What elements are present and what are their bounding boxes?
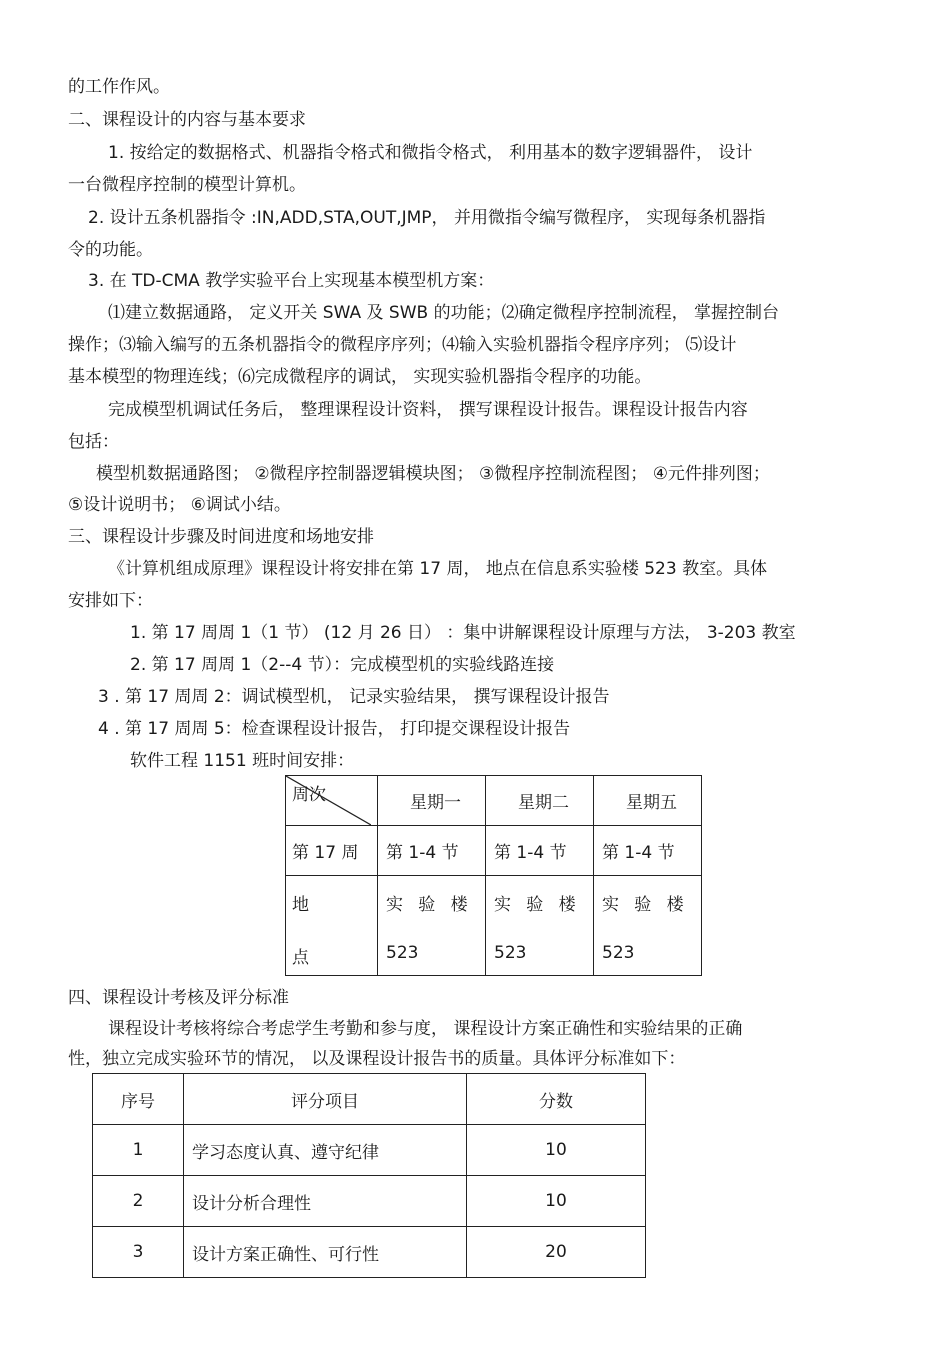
text-line: 3 . 第 17 周周 2：调试模型机， 记录实验结果， 撰写课程设计报告: [98, 687, 610, 707]
building-name: 实验楼: [602, 895, 699, 915]
row-item: 学习态度认真、遵守纪律: [184, 1125, 467, 1176]
text-line: 操作；⑶输入编写的五条机器指令的微程序序列；⑷输入实验机器指令程序序列； ⑸设计: [68, 335, 737, 355]
location-cell: [378, 876, 486, 976]
row-score: 10: [467, 1125, 646, 1176]
building-name: 实验楼: [386, 895, 483, 915]
row-score: 20: [467, 1227, 646, 1278]
location-cell: [486, 876, 594, 976]
text-line: 包括：: [68, 432, 119, 452]
corner-label: 周次: [292, 785, 326, 805]
text-line: 性，独立完成实验环节的情况， 以及课程设计报告书的质量。具体评分标准如下：: [68, 1049, 686, 1069]
schedule-table: [285, 775, 702, 976]
table-row: [93, 1176, 646, 1227]
building-name: 实验楼: [494, 895, 591, 915]
location-cell: [594, 876, 702, 976]
room-number: 523: [386, 943, 419, 963]
text-line: 基本模型的物理连线；⑹完成微程序的调试， 实现实验机器指令程序的功能。: [68, 367, 652, 387]
text-line: 的工作作风。: [68, 77, 170, 97]
row-item: 设计分析合理性: [184, 1176, 467, 1227]
text-line: 软件工程 1151 班时间安排：: [130, 751, 355, 771]
session-cell: 第 1-4 节: [378, 826, 486, 876]
room-number: 523: [602, 943, 635, 963]
row-number: 1: [93, 1125, 184, 1176]
section-heading: 三、课程设计步骤及时间进度和场地安排: [68, 527, 374, 547]
text-line: 2. 第 17 周周 1（2--4 节）：完成模型机的实验线路连接: [130, 655, 555, 675]
day-header: 星期二: [486, 776, 594, 826]
row-number: 2: [93, 1176, 184, 1227]
header-cell: 分数: [467, 1074, 646, 1125]
scoring-table: [92, 1073, 646, 1278]
text-line: 2. 设计五条机器指令 :IN,ADD,STA,OUT,JMP， 并用微指令编写微程序， 实现每条机器指: [88, 208, 766, 228]
text-line: 一台微程序控制的模型计算机。: [68, 175, 306, 195]
table-row: [93, 1125, 646, 1176]
text-line: 模型机数据通路图； ②微程序控制器逻辑模块图； ③微程序控制流程图； ④元件排列图；: [96, 464, 770, 484]
text-line: 3. 在 TD-CMA 教学实验平台上实现基本模型机方案：: [88, 271, 495, 291]
schedule-corner-cell: [286, 776, 378, 826]
row-number: 3: [93, 1227, 184, 1278]
text-line: 《计算机组成原理》课程设计将安排在第 17 周， 地点在信息系实验楼 523 教室。具体: [108, 559, 768, 579]
session-cell: 第 1-4 节: [594, 826, 702, 876]
table-row: [93, 1227, 646, 1278]
day-header: 星期一: [378, 776, 486, 826]
text-line: 课程设计考核将综合考虑学生考勤和参与度， 课程设计方案正确性和实验结果的正确: [108, 1019, 743, 1039]
row-score: 10: [467, 1176, 646, 1227]
section-heading: 二、课程设计的内容与基本要求: [68, 110, 306, 130]
text-line: 1. 按给定的数据格式、机器指令格式和微指令格式， 利用基本的数字逻辑器件， 设计: [108, 143, 753, 163]
location-label-1: 地: [292, 895, 325, 915]
session-cell: 第 1-4 节: [486, 826, 594, 876]
header-cell: 序号: [93, 1074, 184, 1125]
week-label: 第 17 周: [286, 826, 378, 876]
text-line: 令的功能。: [68, 240, 153, 260]
text-line: ⑴建立数据通路， 定义开关 SWA 及 SWB 的功能；⑵确定微程序控制流程， 掌握控制台: [108, 303, 779, 323]
text-line: 4 . 第 17 周周 5：检查课程设计报告， 打印提交课程设计报告: [98, 719, 571, 739]
location-label-cell: [286, 876, 378, 976]
text-line: 1. 第 17 周周 1（1 节） (12 月 26 日） ：集中讲解课程设计原理与方法， 3-203 教室: [130, 623, 796, 643]
row-item: 设计方案正确性、可行性: [184, 1227, 467, 1278]
text-line: 安排如下：: [68, 591, 153, 611]
location-label-2: 点: [292, 948, 309, 968]
section-heading: 四、课程设计考核及评分标准: [68, 988, 289, 1008]
text-line: 完成模型机调试任务后， 整理课程设计资料， 撰写课程设计报告。课程设计报告内容: [108, 400, 748, 420]
header-cell: 评分项目: [184, 1074, 467, 1125]
room-number: 523: [494, 943, 527, 963]
text-line: ⑤设计说明书； ⑥调试小结。: [68, 495, 291, 515]
day-header: 星期五: [594, 776, 702, 826]
